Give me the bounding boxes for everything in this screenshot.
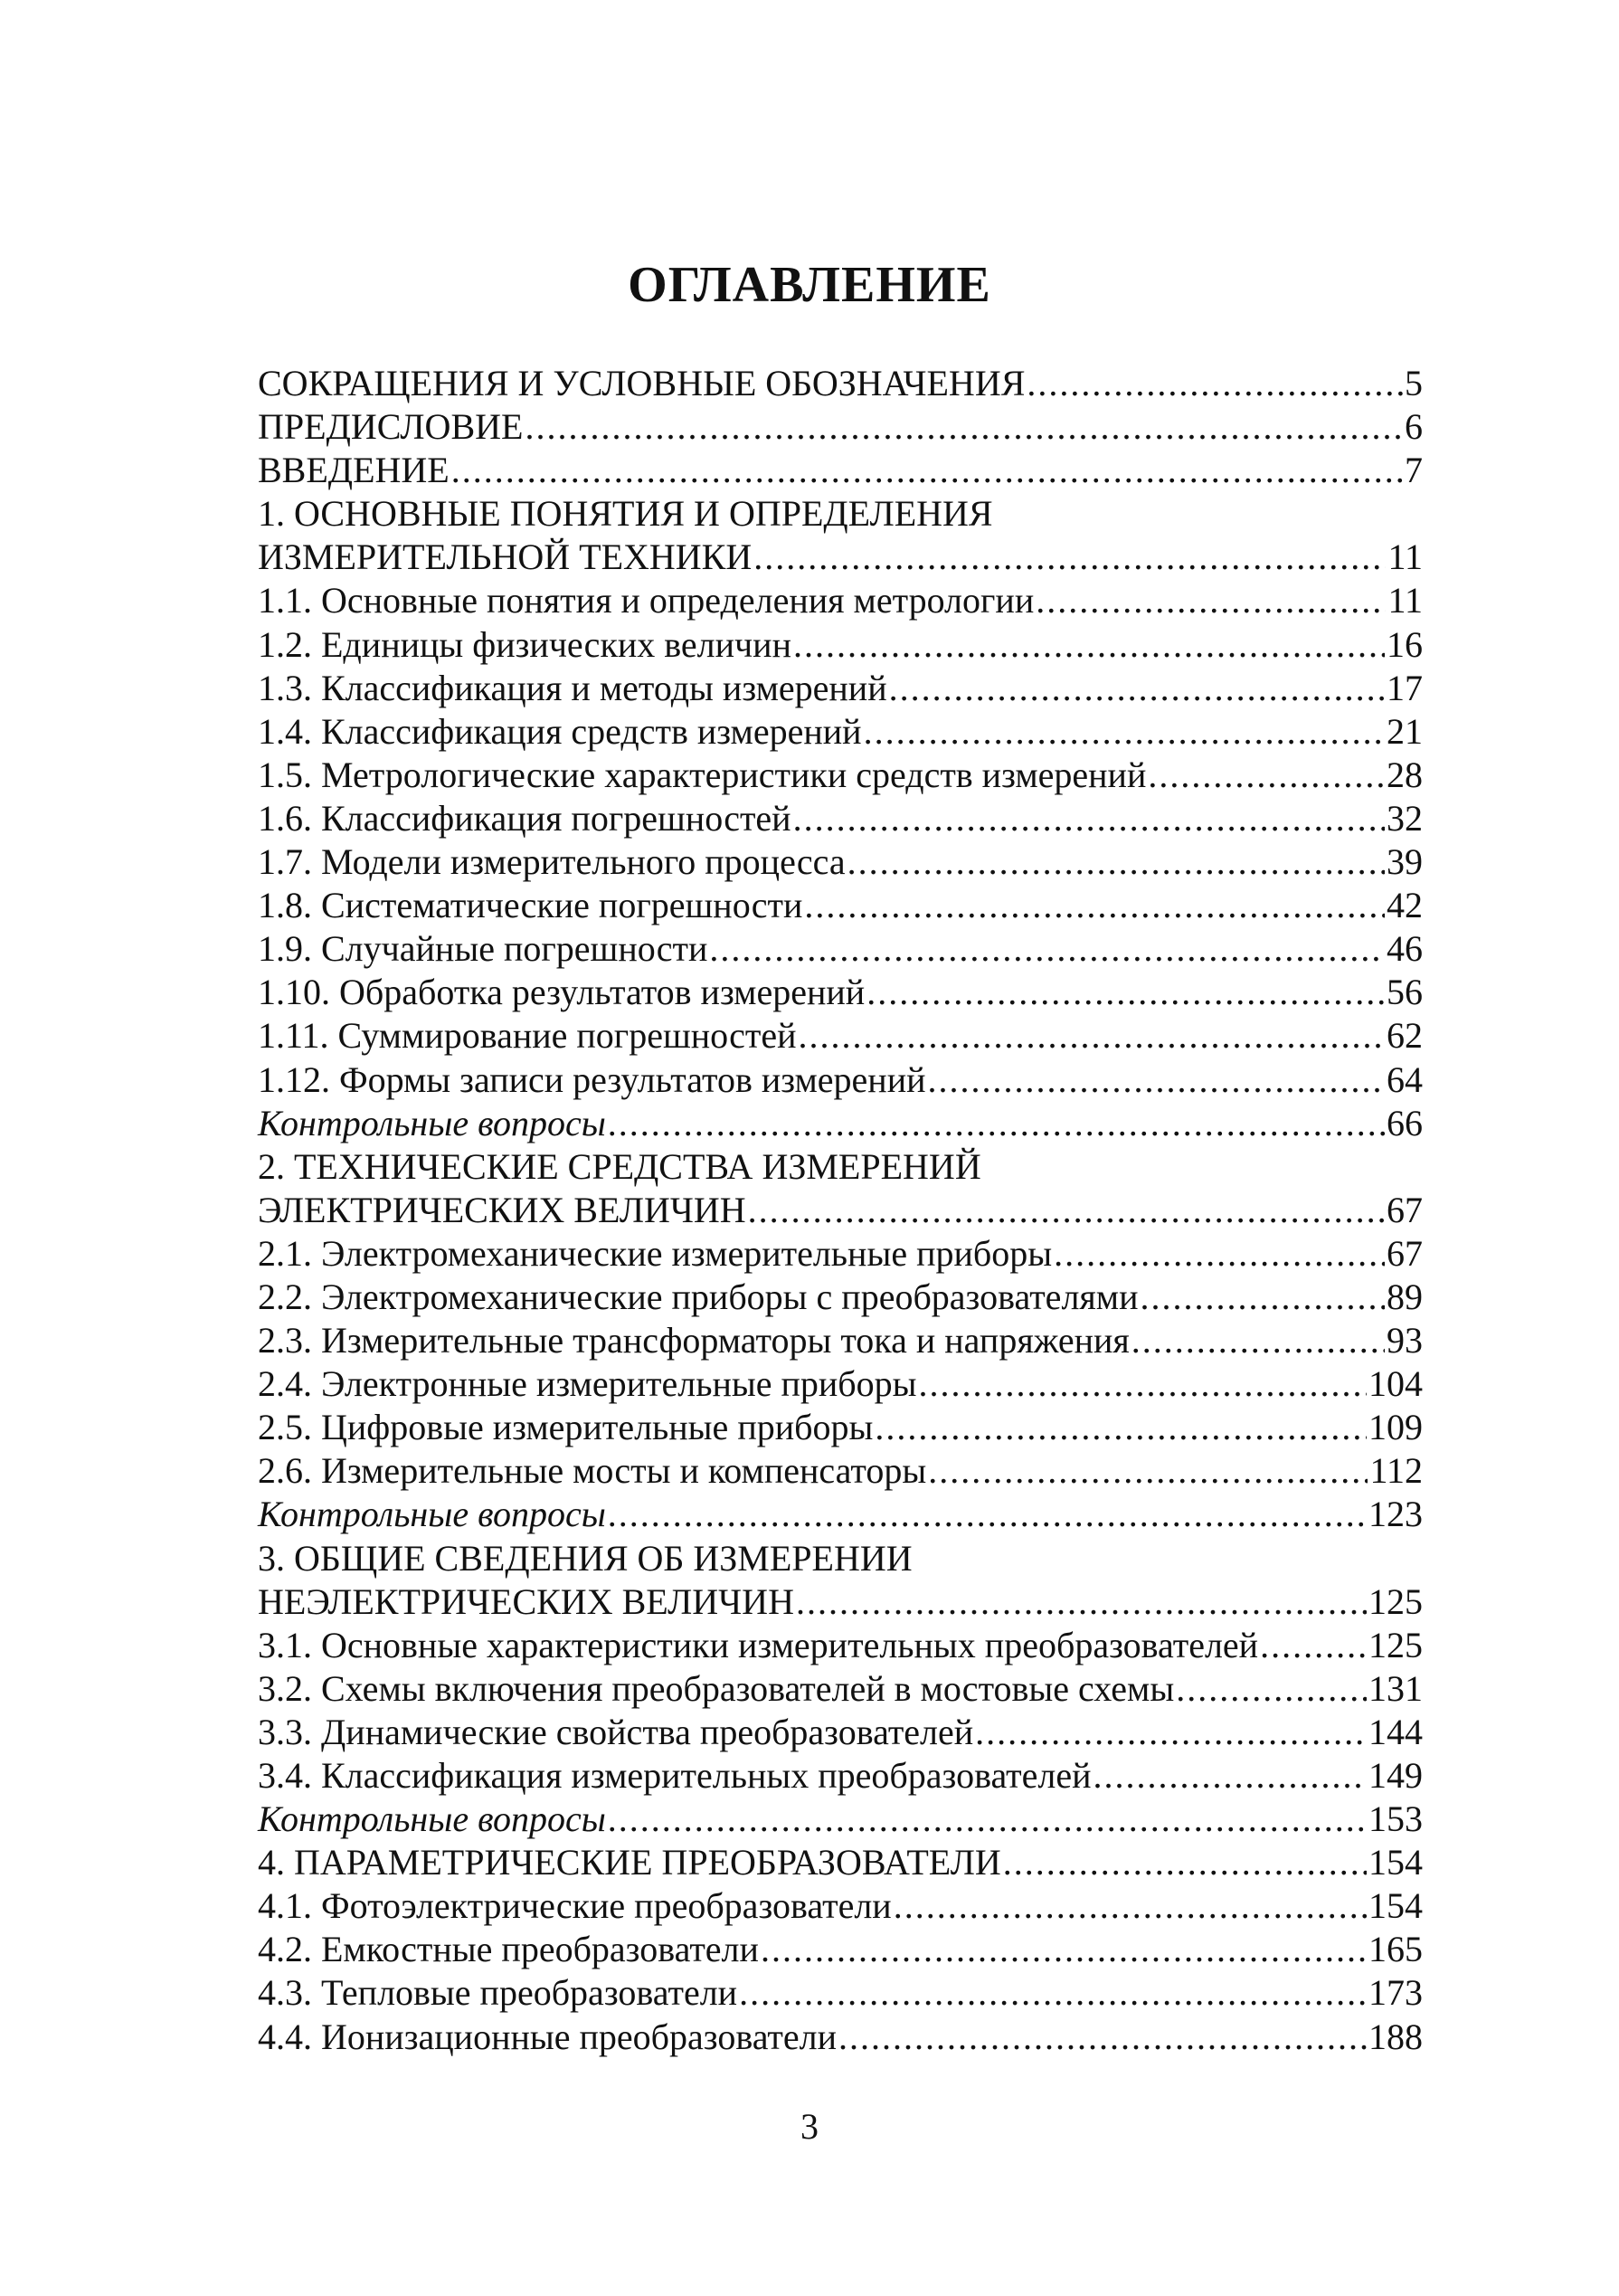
toc-entry [258, 1667, 1423, 1711]
toc-entry-page: 28 [1387, 754, 1423, 795]
toc-entry-page: 112 [1369, 1450, 1423, 1492]
toc-entry [258, 1102, 1423, 1145]
toc-entry-page: 32 [1387, 797, 1423, 839]
toc-entry-page: 104 [1368, 1363, 1423, 1405]
toc-dot-leader [1141, 1276, 1385, 1319]
toc-dot-leader [1176, 1667, 1367, 1711]
toc-dot-leader [889, 667, 1385, 710]
toc-dot-leader [1131, 1319, 1385, 1362]
toc-dot-leader [1036, 579, 1386, 622]
toc-entry-label: 3.1. Основные характеристики измерительных преобразователей [258, 1624, 1259, 1665]
toc-entry-page: 165 [1368, 1929, 1423, 1970]
toc-entry-page: 188 [1368, 2016, 1423, 2057]
toc-entry-label: 1.7. Модели измерительного процесса [258, 841, 846, 883]
toc-entry-label: Контрольные вопросы [258, 1494, 606, 1535]
toc-dot-leader [928, 1058, 1385, 1102]
toc-dot-leader [894, 1884, 1367, 1928]
toc-entry-label: ПРЕДИСЛОВИЕ [258, 406, 524, 448]
toc-entry-page: 66 [1387, 1102, 1423, 1143]
toc-entry-label: НЕЭЛЕКТРИЧЕСКИХ ВЕЛИЧИН [258, 1580, 794, 1622]
toc-entry-page: 5 [1405, 363, 1423, 403]
toc-entry-page: 149 [1368, 1755, 1423, 1796]
toc-entry-label: 1.8. Систематические погрешности [258, 885, 803, 926]
toc-entry-label: 2.5. Цифровые измерительные приборы [258, 1407, 874, 1448]
toc-dot-leader [761, 1928, 1367, 1971]
toc-entry-page: 109 [1368, 1407, 1423, 1448]
toc-entry-label: ЭЛЕКТРИЧЕСКИХ ВЕЛИЧИН [258, 1189, 746, 1230]
toc-entry [258, 1928, 1423, 1971]
toc-dot-leader [864, 710, 1385, 754]
toc-entry-label: 3.4. Классификация измерительных преобразователей [258, 1755, 1092, 1796]
toc-dot-leader [1054, 1232, 1385, 1276]
toc-dot-leader [796, 1580, 1367, 1624]
toc-dot-leader [1027, 362, 1403, 405]
toc-entry-label: 1.4. Классификация средств измерений [258, 710, 862, 752]
toc-dot-leader [838, 2016, 1367, 2059]
page-title: ОГЛАВЛЕНИЕ [628, 257, 991, 313]
toc-entry [258, 710, 1423, 754]
toc-entry-page: 7 [1405, 450, 1423, 491]
toc-dot-leader [753, 536, 1386, 579]
toc-entry [258, 623, 1423, 667]
toc-entry [258, 536, 1423, 579]
page-number: 3 [800, 2106, 819, 2147]
toc-dot-leader [608, 1798, 1367, 1841]
toc-entry [258, 1884, 1423, 1928]
toc-entry-label: 1.6. Классификация погрешностей [258, 797, 791, 839]
toc-entry-label: ИЗМЕРИТЕЛЬНОЙ ТЕХНИКИ [258, 536, 753, 578]
toc-entry-label: 4.2. Емкостные преобразователи [258, 1929, 759, 1970]
toc-entry-label: 2.1. Электромеханические измерительные приборы [258, 1232, 1053, 1274]
toc-entry-page: 154 [1368, 1885, 1423, 1927]
toc-entry-page: 123 [1368, 1494, 1423, 1535]
toc-dot-leader [608, 1493, 1367, 1536]
toc-dot-leader [875, 1406, 1367, 1449]
toc-entry-label: 4.4. Ионизационные преобразователи [258, 2016, 838, 2057]
toc-entry-label: 3. ОБЩИЕ СВЕДЕНИЯ ОБ ИЗМЕРЕНИИ [258, 1537, 913, 1579]
toc-entry-page: 17 [1387, 667, 1423, 708]
toc-entry-page: 67 [1387, 1189, 1423, 1230]
toc-dot-leader [1094, 1754, 1367, 1798]
toc-entry-label: 3.2. Схемы включения преобразователей в мостовые схемы [258, 1667, 1175, 1709]
toc-entry-label: 1. ОСНОВНЫЕ ПОНЯТИЯ И ОПРЕДЕЛЕНИЯ [258, 493, 993, 535]
toc-entry [258, 884, 1423, 927]
toc-entry-page: 62 [1387, 1015, 1423, 1057]
toc-dot-leader [793, 623, 1385, 667]
toc-dot-leader [748, 1189, 1385, 1232]
toc-entry [258, 2016, 1423, 2059]
toc-entry [258, 1058, 1423, 1102]
toc-entry-label: 1.9. Случайные погрешности [258, 928, 708, 970]
toc-entry [258, 1798, 1423, 1841]
toc-entry [258, 1406, 1423, 1449]
toc-entry [258, 797, 1423, 840]
toc-entry-page: 67 [1387, 1232, 1423, 1274]
toc-entry [258, 579, 1423, 622]
toc-entry-page: 11 [1387, 536, 1423, 578]
toc-dot-leader [928, 1449, 1368, 1493]
toc-entry-page: 173 [1368, 1972, 1423, 2014]
toc-dot-leader [847, 840, 1385, 884]
toc-entry-label: Контрольные вопросы [258, 1798, 606, 1840]
toc-dot-leader [793, 797, 1385, 840]
toc-entry-label: 3.3. Динамические свойства преобразователей [258, 1711, 974, 1752]
toc-entry-page: 125 [1368, 1624, 1423, 1665]
toc-entry [258, 449, 1423, 492]
toc-entry [258, 1580, 1423, 1624]
toc-entry-label: 1.12. Формы записи результатов измерений [258, 1058, 926, 1100]
toc-entry [258, 1145, 1423, 1189]
toc-entry-label: 2.6. Измерительные мосты и компенсаторы [258, 1450, 927, 1492]
toc-entry-page: 131 [1368, 1667, 1423, 1709]
toc-entry-label: 1.1. Основные понятия и определения метрологии [258, 580, 1035, 621]
toc-entry-page: 11 [1387, 580, 1423, 621]
toc-dot-leader [709, 927, 1385, 971]
toc-entry [258, 1754, 1423, 1798]
toc-entry-label: 1.11. Суммирование погрешностей [258, 1015, 797, 1057]
toc-entry-page: 125 [1368, 1580, 1423, 1622]
toc-entry [258, 1232, 1423, 1276]
toc-dot-leader [525, 405, 1403, 449]
toc-entry-page: 56 [1387, 972, 1423, 1013]
toc-entry [258, 1624, 1423, 1667]
toc-entry-page: 153 [1368, 1798, 1423, 1840]
toc-dot-leader [451, 449, 1403, 492]
toc-dot-leader [866, 971, 1385, 1014]
toc-dot-leader [1003, 1841, 1367, 1884]
toc-entry-label: ВВЕДЕНИЕ [258, 450, 450, 491]
toc-entry-label: 1.10. Обработка результатов измерений [258, 972, 866, 1013]
toc-entry-page: 93 [1387, 1320, 1423, 1361]
toc-entry-label: 1.3. Классификация и методы измерений [258, 667, 887, 708]
toc-entry-page: 39 [1387, 841, 1423, 883]
toc-entry [258, 1711, 1423, 1754]
toc-entry-label: 4.1. Фотоэлектрические преобразователи [258, 1885, 892, 1927]
toc-entry [258, 840, 1423, 884]
toc-entry [258, 754, 1423, 797]
toc-entry-label: 4.3. Тепловые преобразователи [258, 1972, 738, 2014]
toc-entry-page: 42 [1387, 885, 1423, 926]
toc-dot-leader [804, 884, 1385, 927]
toc-entry-label: 1.5. Метрологические характеристики средств измерений [258, 754, 1147, 795]
toc-entry-label: 2. ТЕХНИЧЕСКИЕ СРЕДСТВА ИЗМЕРЕНИЙ [258, 1145, 981, 1187]
toc-dot-leader [739, 1971, 1367, 2015]
toc-entry-page: 64 [1387, 1058, 1423, 1100]
toc-entry [258, 1493, 1423, 1536]
toc-entry-page: 89 [1387, 1276, 1423, 1317]
toc-entry-label: 2.3. Измерительные трансформаторы тока и напряжения [258, 1320, 1130, 1361]
toc-entry [258, 971, 1423, 1014]
toc-entry [258, 1189, 1423, 1232]
toc-entry [258, 492, 1423, 536]
toc-entry-label: 2.4. Электронные измерительные приборы [258, 1363, 917, 1405]
toc-entry [258, 362, 1423, 405]
toc-entry-label: 2.2. Электромеханические приборы с преобразователями [258, 1276, 1139, 1317]
toc-entry-page: 46 [1387, 928, 1423, 970]
toc-entry-label: 4. ПАРАМЕТРИЧЕСКИЕ ПРЕОБРАЗОВАТЕЛИ [258, 1842, 1001, 1883]
toc-entry-page: 144 [1368, 1711, 1423, 1752]
toc-entry [258, 1014, 1423, 1058]
toc-entry-label: 1.2. Единицы физических величин [258, 623, 791, 665]
toc-entry-page: 154 [1368, 1842, 1423, 1883]
toc-entry-label: Контрольные вопросы [258, 1102, 606, 1143]
toc-entry-page: 16 [1387, 623, 1423, 665]
toc-entry [258, 1971, 1423, 2015]
toc-entry-label: СОКРАЩЕНИЯ И УСЛОВНЫЕ ОБОЗНАЧЕНИЯ [258, 363, 1026, 403]
toc-dot-leader [608, 1102, 1385, 1145]
toc-dot-leader [975, 1711, 1367, 1754]
toc-dot-leader [1148, 754, 1385, 797]
toc-entry-page: 21 [1387, 710, 1423, 752]
toc-dot-leader [799, 1014, 1385, 1058]
toc-entry [258, 1362, 1423, 1406]
toc-entry [258, 1841, 1423, 1884]
toc-entry-page: 6 [1405, 406, 1423, 448]
toc-dot-leader [1260, 1624, 1367, 1667]
toc-entry [258, 1319, 1423, 1362]
table-of-contents [258, 362, 1423, 2059]
toc-entry [258, 1537, 1423, 1580]
toc-entry [258, 1449, 1423, 1493]
toc-dot-leader [919, 1362, 1367, 1406]
toc-entry [258, 667, 1423, 710]
toc-entry [258, 927, 1423, 971]
toc-entry [258, 405, 1423, 449]
toc-entry [258, 1276, 1423, 1319]
